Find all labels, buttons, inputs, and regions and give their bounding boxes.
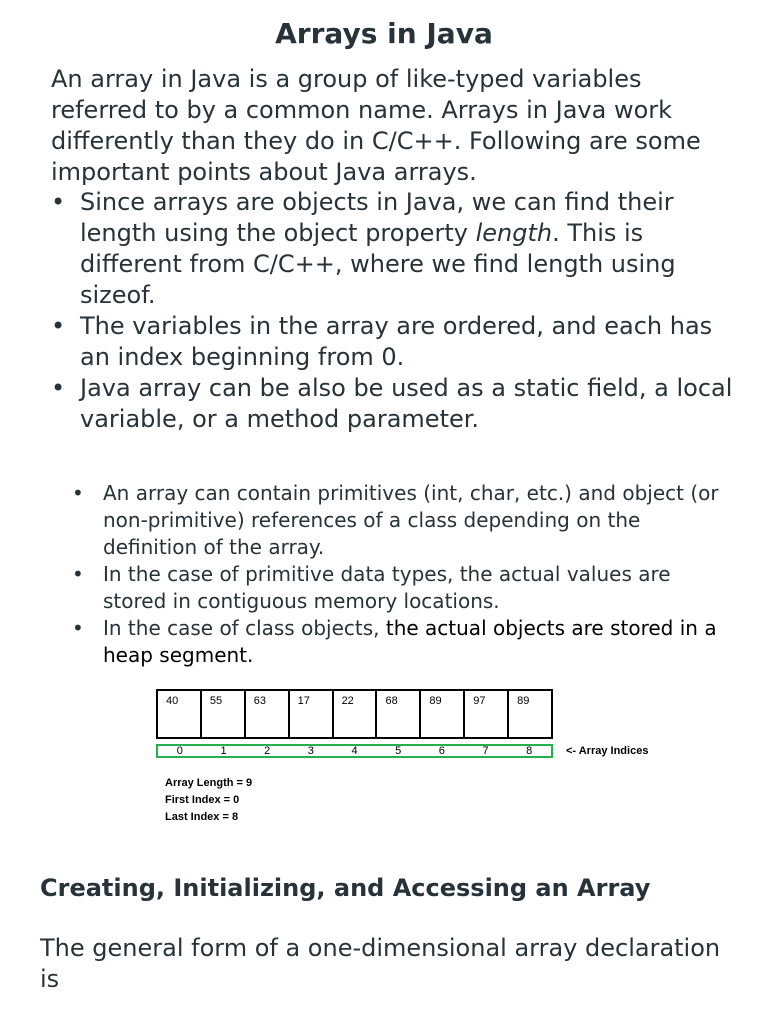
- array-cell: 55: [202, 691, 246, 737]
- point-highlight-text: the actual objects are stored in a heap segment.: [103, 616, 717, 667]
- array-diagram: [156, 689, 676, 829]
- index-cell: 1: [220, 745, 227, 757]
- point-text: Java array can be also be used as a static field, a local variable, or a method parameter.: [80, 374, 733, 433]
- index-cell: 0: [176, 745, 183, 757]
- array-info: [165, 775, 252, 826]
- list-item: [51, 373, 741, 435]
- bullet-icon: •: [72, 562, 84, 586]
- closing-paragraph: The general form of a one-dimensional array declaration is: [40, 934, 721, 993]
- list-item: [51, 187, 741, 311]
- last-index-text: Last Index = 8: [165, 811, 239, 823]
- index-cell: 6: [438, 745, 445, 757]
- index-cell: 3: [307, 745, 314, 757]
- point-text: In the case of primitive data types, the actual values are stored in contiguous memory locations.: [103, 562, 671, 613]
- bullet-icon: •: [51, 374, 66, 402]
- array-cell: 89: [421, 691, 465, 737]
- index-cell: 4: [351, 745, 358, 757]
- main-points-list: [51, 187, 741, 435]
- index-cell: 7: [482, 745, 489, 757]
- list-item: [72, 480, 732, 561]
- list-item: [72, 615, 732, 669]
- index-cell: 5: [395, 745, 402, 757]
- array-cell: 63: [246, 691, 290, 737]
- list-item: [72, 561, 732, 615]
- list-item: [51, 311, 741, 373]
- indices-label: <- Array Indices: [566, 745, 649, 757]
- point-italic-text: length: [475, 219, 553, 247]
- bullet-icon: •: [72, 616, 84, 640]
- point-text: The variables in the array are ordered, and each has an index beginning from 0.: [80, 312, 713, 371]
- point-text: An array can contain primitives (int, char, etc.) and object (or non-primitive) references of a class depending on the definition of the array.: [103, 481, 719, 559]
- index-cell: 2: [264, 745, 271, 757]
- bullet-icon: •: [72, 481, 84, 505]
- sub-points-list: [72, 480, 732, 669]
- point-text: In the case of class objects,: [103, 616, 386, 640]
- intro-paragraph: An array in Java is a group of like-typed variables referred to by a common name. Arrays in Java work differently than they do in C/C++. Following are some important points about Java arrays.: [51, 65, 701, 186]
- section-heading: Creating, Initializing, and Accessing an Array: [40, 874, 651, 902]
- array-cell: 89: [517, 695, 530, 707]
- array-cell: 17: [290, 691, 334, 737]
- index-cell: 8: [526, 745, 533, 757]
- array-indices-row: [156, 744, 553, 758]
- bullet-icon: •: [51, 188, 66, 216]
- bullet-icon: •: [51, 312, 66, 340]
- array-cell: 40: [158, 691, 202, 737]
- array-cell: 22: [334, 691, 378, 737]
- page-title: Arrays in Java: [275, 17, 493, 50]
- point-text: Since arrays are objects in Java, we can find their length using the object property: [80, 188, 674, 247]
- array-values-row: [156, 689, 553, 739]
- array-cell: 68: [377, 691, 421, 737]
- array-length-text: Array Length = 9: [165, 777, 253, 789]
- array-cell: 97: [465, 691, 509, 737]
- point-text: . This is different from C/C++, where we find length using sizeof.: [80, 219, 676, 309]
- first-index-text: First Index = 0: [165, 794, 240, 806]
